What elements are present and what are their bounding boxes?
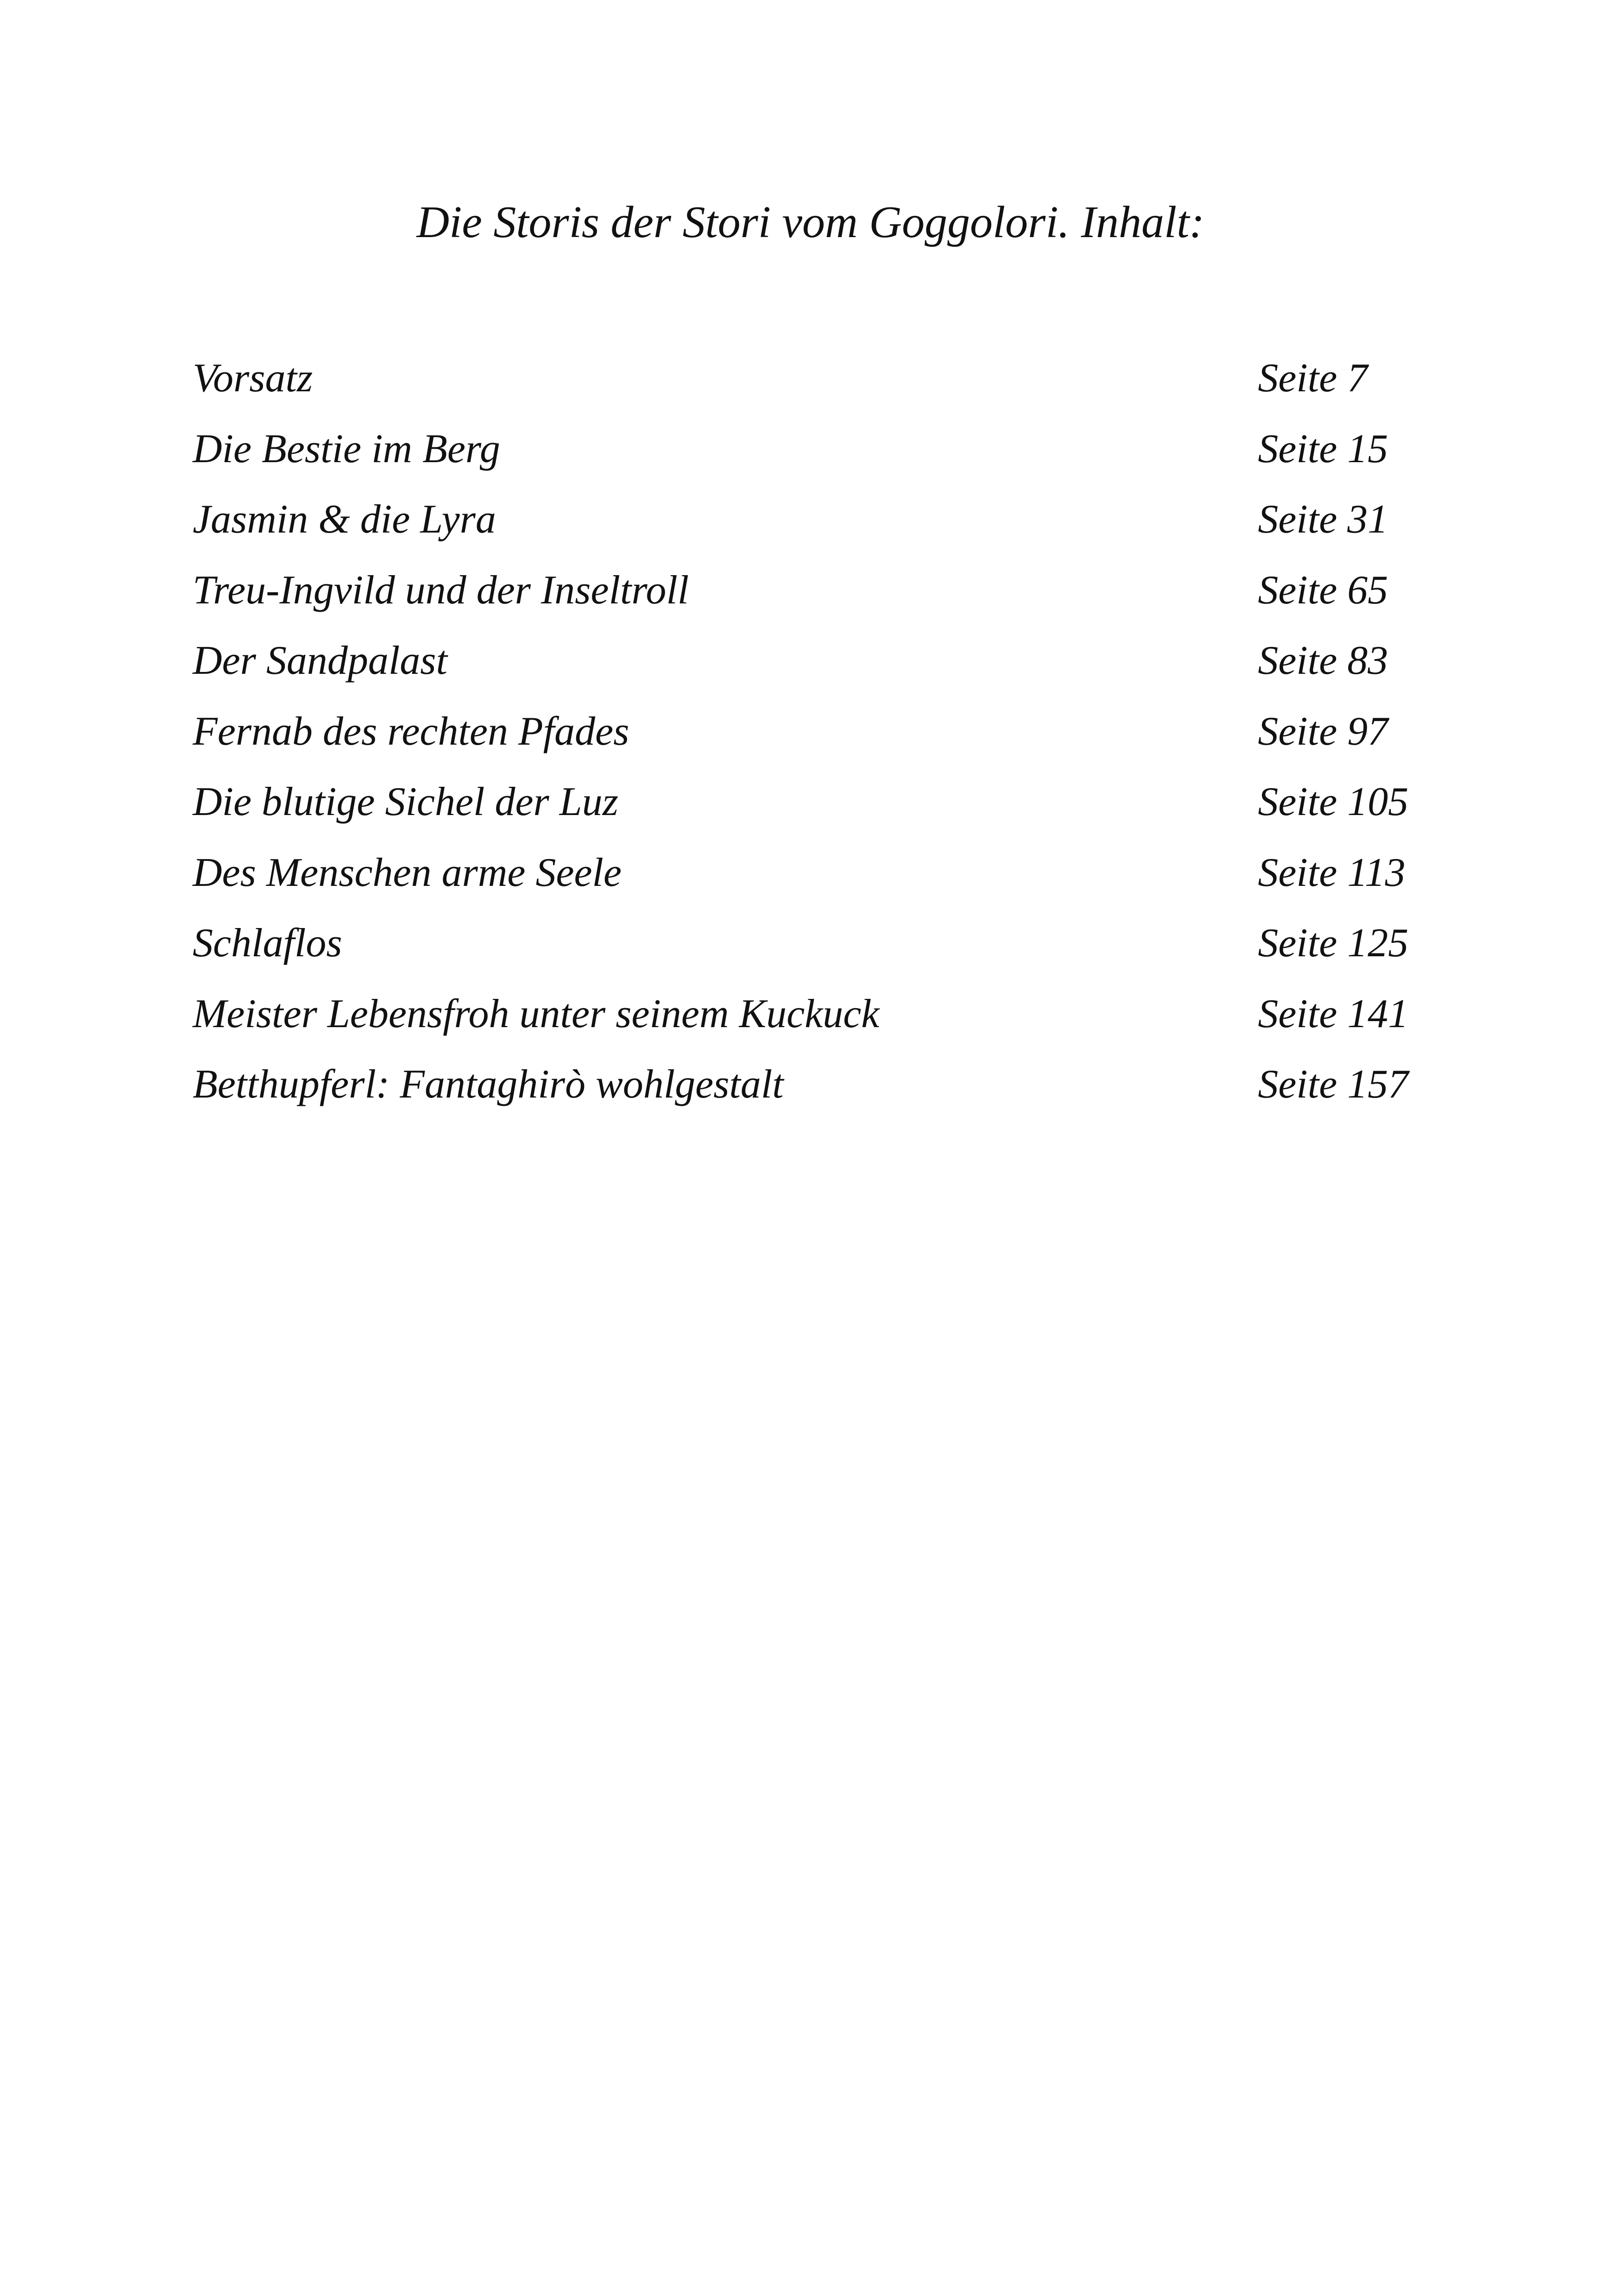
toc-entry-title: Fernab des rechten Pfades	[193, 709, 629, 754]
toc-entry-title: Schlaflos	[193, 921, 342, 966]
toc-entry-title: Der Sandpalast	[193, 638, 447, 683]
toc-entry-title: Die Bestie im Berg	[193, 426, 500, 471]
toc-entry-page: Seite 157	[1258, 1062, 1409, 1107]
toc-entry-page: Seite 31	[1258, 497, 1389, 542]
toc-entry	[0, 918, 1621, 989]
toc-entry-page: Seite 83	[1258, 638, 1389, 683]
toc-entry	[0, 847, 1621, 918]
toc-entry-page: Seite 65	[1258, 567, 1389, 613]
toc-entry-page: Seite 125	[1258, 921, 1409, 966]
toc-entry-page: Seite 113	[1258, 850, 1406, 895]
toc-entry-title: Des Menschen arme Seele	[193, 850, 622, 895]
toc-entry-page: Seite 105	[1258, 779, 1409, 824]
toc-entry-title: Jasmin & die Lyra	[193, 497, 496, 542]
toc-entry	[0, 424, 1621, 495]
toc-entry	[0, 494, 1621, 565]
toc-entry-page: Seite 141	[1258, 991, 1409, 1036]
toc-entry	[0, 777, 1621, 847]
toc-entry	[0, 635, 1621, 706]
toc-entry-page: Seite 97	[1258, 709, 1389, 754]
toc-entry-title: Die blutige Sichel der Luz	[193, 779, 618, 824]
table-of-contents	[0, 353, 1621, 1130]
toc-entry-page: Seite 7	[1258, 356, 1368, 401]
toc-entry	[0, 706, 1621, 777]
toc-entry	[0, 1059, 1621, 1130]
toc-entry-title: Betthupferl: Fantaghirò wohlgestalt	[193, 1062, 784, 1107]
page-title: Die Storis der Stori vom Goggolori. Inhalt:	[416, 197, 1205, 247]
toc-entry-title: Treu-Ingvild und der Inseltroll	[193, 567, 689, 613]
toc-entry-title: Vorsatz	[193, 356, 313, 401]
toc-entry	[0, 353, 1621, 424]
toc-entry-title: Meister Lebensfroh unter seinem Kuckuck	[193, 991, 880, 1036]
toc-entry	[0, 989, 1621, 1060]
toc-entry-page: Seite 15	[1258, 426, 1389, 471]
toc-entry	[0, 565, 1621, 636]
